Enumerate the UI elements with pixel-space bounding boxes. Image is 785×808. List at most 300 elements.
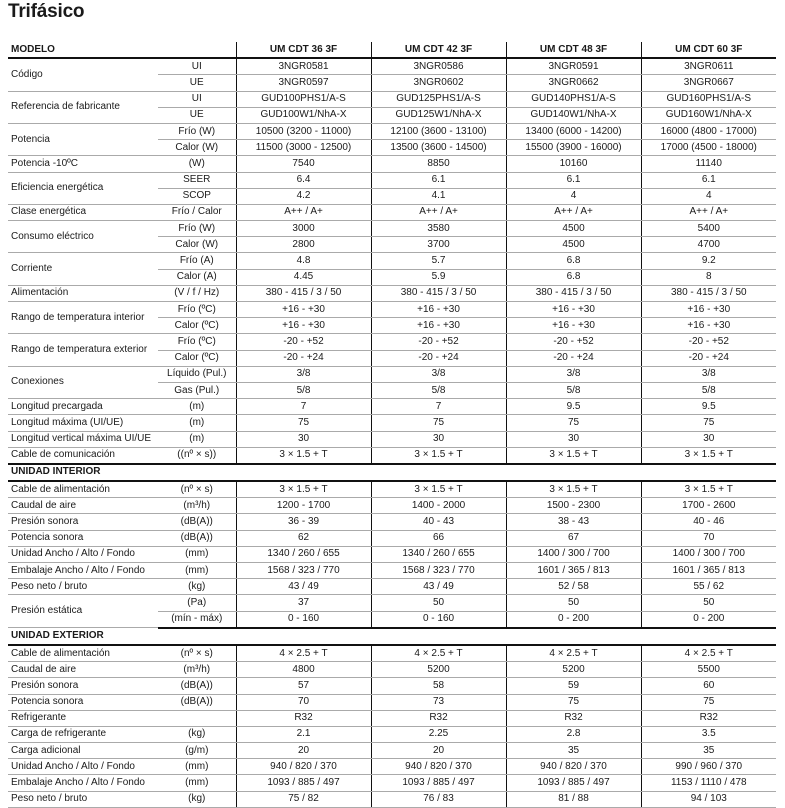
unit-label: SEER	[158, 172, 236, 188]
value-cell: 16000 (4800 - 17000)	[641, 123, 776, 139]
value-cell: 10160	[506, 156, 641, 172]
value-cell: 67	[506, 530, 641, 546]
value-cell: 3NGR0586	[371, 58, 506, 75]
value-cell: 3NGR0591	[506, 58, 641, 75]
value-cell: 0 - 200	[506, 611, 641, 628]
unit-label: Frío (ºC)	[158, 334, 236, 350]
value-cell: 7	[236, 399, 371, 415]
value-cell: 4700	[641, 237, 776, 253]
value-cell: 940 / 820 / 370	[236, 759, 371, 775]
unit-label: (m)	[158, 431, 236, 447]
param-label: Embalaje Ancho / Alto / Fondo	[8, 563, 158, 579]
value-cell: 4 × 2.5 + T	[641, 645, 776, 662]
unit-label: Calor (A)	[158, 269, 236, 285]
value-cell: 3NGR0597	[236, 75, 371, 91]
unit-label: Frío (W)	[158, 123, 236, 139]
value-cell: 4 × 2.5 + T	[506, 645, 641, 662]
value-cell: 2.25	[371, 726, 506, 742]
value-cell: 1400 - 2000	[371, 498, 506, 514]
table-row	[8, 694, 776, 710]
value-cell: R32	[641, 710, 776, 726]
value-cell: 70	[236, 694, 371, 710]
unit-label: (nº × s)	[158, 645, 236, 662]
value-cell: 3.5	[641, 726, 776, 742]
value-cell: -20 - +24	[506, 350, 641, 366]
param-label: Presión sonora	[8, 514, 158, 530]
value-cell: 5/8	[641, 382, 776, 398]
value-cell: 4	[506, 188, 641, 204]
value-cell: 50	[641, 595, 776, 611]
value-cell: A++ / A+	[641, 204, 776, 220]
value-cell: 3/8	[506, 366, 641, 382]
param-label: Cable de comunicación	[8, 447, 158, 464]
param-label: Longitud precargada	[8, 399, 158, 415]
value-cell: -20 - +52	[641, 334, 776, 350]
param-label: Longitud vertical máxima UI/UE	[8, 431, 158, 447]
value-cell: 4	[641, 188, 776, 204]
value-cell: 2.8	[506, 726, 641, 742]
unit-label: (Pa)	[158, 595, 236, 611]
value-cell: 35	[641, 743, 776, 759]
table-row	[8, 399, 776, 415]
value-cell: 75	[641, 694, 776, 710]
unit-label: Líquido (Pul.)	[158, 366, 236, 382]
value-cell: 940 / 820 / 370	[371, 759, 506, 775]
table-row	[8, 334, 776, 350]
page-title: Trifásico	[8, 1, 85, 22]
value-cell: 30	[641, 431, 776, 447]
value-cell: 66	[371, 530, 506, 546]
value-cell: 20	[236, 743, 371, 759]
value-cell: A++ / A+	[371, 204, 506, 220]
table-row	[8, 726, 776, 742]
value-cell: -20 - +52	[371, 334, 506, 350]
table-row	[8, 58, 776, 75]
param-label: Consumo eléctrico	[8, 221, 158, 253]
value-cell: 380 - 415 / 3 / 50	[236, 285, 371, 301]
value-cell: 75	[506, 694, 641, 710]
param-label: Presión sonora	[8, 678, 158, 694]
param-label: Potencia	[8, 123, 158, 155]
value-cell: GUD100PHS1/A-S	[236, 91, 371, 107]
table-row	[8, 791, 776, 807]
value-cell: GUD160W1/NhA-X	[641, 107, 776, 123]
table-row	[8, 172, 776, 188]
value-cell: 990 / 960 / 370	[641, 759, 776, 775]
value-cell: 3/8	[641, 366, 776, 382]
value-cell: 5200	[371, 662, 506, 678]
value-cell: 70	[641, 530, 776, 546]
param-label: Longitud máxima (UI/UE)	[8, 415, 158, 431]
value-cell: 3NGR0611	[641, 58, 776, 75]
section-title: UNIDAD INTERIOR	[8, 464, 776, 481]
value-cell: 11140	[641, 156, 776, 172]
table-row	[8, 415, 776, 431]
value-cell: 36 - 39	[236, 514, 371, 530]
unit-label: UE	[158, 75, 236, 91]
value-cell: +16 - +30	[371, 302, 506, 318]
value-cell: 380 - 415 / 3 / 50	[371, 285, 506, 301]
value-cell: GUD160PHS1/A-S	[641, 91, 776, 107]
value-cell: +16 - +30	[236, 318, 371, 334]
unit-label: (m³/h)	[158, 498, 236, 514]
value-cell: GUD125PHS1/A-S	[371, 91, 506, 107]
unit-label: ((nº × s))	[158, 447, 236, 464]
table-row	[8, 530, 776, 546]
param-label: Caudal de aire	[8, 662, 158, 678]
value-cell: 3580	[371, 221, 506, 237]
value-cell: 4500	[506, 221, 641, 237]
value-cell: 1340 / 260 / 655	[236, 546, 371, 562]
table-row	[8, 302, 776, 318]
spec-table-body	[8, 42, 776, 807]
model-header: UM CDT 42 3F	[371, 42, 506, 58]
table-row	[8, 431, 776, 447]
value-cell: 1500 - 2300	[506, 498, 641, 514]
value-cell: 2800	[236, 237, 371, 253]
unit-label: Frío (W)	[158, 221, 236, 237]
param-label: Unidad Ancho / Alto / Fondo	[8, 546, 158, 562]
value-cell: 6.1	[371, 172, 506, 188]
value-cell: 5.7	[371, 253, 506, 269]
value-cell: 1568 / 323 / 770	[236, 563, 371, 579]
param-label: Cable de alimentación	[8, 481, 158, 498]
value-cell: 13500 (3600 - 14500)	[371, 140, 506, 156]
value-cell: R32	[236, 710, 371, 726]
table-row	[8, 595, 776, 611]
value-cell: +16 - +30	[506, 318, 641, 334]
param-label: Potencia -10ºC	[8, 156, 158, 172]
value-cell: -20 - +52	[236, 334, 371, 350]
header-row	[8, 42, 776, 58]
unit-label: SCOP	[158, 188, 236, 204]
value-cell: 1200 - 1700	[236, 498, 371, 514]
value-cell: 380 - 415 / 3 / 50	[641, 285, 776, 301]
value-cell: 1568 / 323 / 770	[371, 563, 506, 579]
value-cell: 1400 / 300 / 700	[506, 546, 641, 562]
model-header-label: MODELO	[8, 42, 236, 58]
unit-label: (kg)	[158, 791, 236, 807]
value-cell: 6.1	[641, 172, 776, 188]
unit-label: (kg)	[158, 726, 236, 742]
value-cell: 380 - 415 / 3 / 50	[506, 285, 641, 301]
value-cell: R32	[371, 710, 506, 726]
unit-label: Frío (ºC)	[158, 302, 236, 318]
table-row	[8, 662, 776, 678]
value-cell: 3/8	[236, 366, 371, 382]
value-cell: 7	[371, 399, 506, 415]
value-cell: 30	[371, 431, 506, 447]
value-cell: 3700	[371, 237, 506, 253]
value-cell: 20	[371, 743, 506, 759]
value-cell: 3000	[236, 221, 371, 237]
value-cell: 9.5	[506, 399, 641, 415]
unit-label: (g/m)	[158, 743, 236, 759]
value-cell: 4.45	[236, 269, 371, 285]
value-cell: 3NGR0662	[506, 75, 641, 91]
param-label: Peso neto / bruto	[8, 791, 158, 807]
value-cell: 11500 (3000 - 12500)	[236, 140, 371, 156]
value-cell: +16 - +30	[506, 302, 641, 318]
section-exterior	[8, 628, 776, 645]
unit-label: UE	[158, 107, 236, 123]
value-cell: 81 / 88	[506, 791, 641, 807]
value-cell: 43 / 49	[236, 579, 371, 595]
value-cell: 5500	[641, 662, 776, 678]
value-cell: +16 - +30	[371, 318, 506, 334]
value-cell: 75 / 82	[236, 791, 371, 807]
value-cell: 59	[506, 678, 641, 694]
value-cell: 9.5	[641, 399, 776, 415]
param-label: Carga adicional	[8, 743, 158, 759]
unit-label: Calor (W)	[158, 237, 236, 253]
unit-label: (mm)	[158, 759, 236, 775]
param-label: Presión estática	[8, 595, 158, 628]
value-cell: 6.1	[506, 172, 641, 188]
value-cell: -20 - +24	[236, 350, 371, 366]
table-row	[8, 285, 776, 301]
value-cell: 3 × 1.5 + T	[371, 481, 506, 498]
table-row	[8, 645, 776, 662]
value-cell: 5400	[641, 221, 776, 237]
unit-label: UI	[158, 91, 236, 107]
value-cell: 4 × 2.5 + T	[371, 645, 506, 662]
table-row	[8, 204, 776, 220]
param-label: Carga de refrigerante	[8, 726, 158, 742]
value-cell: 0 - 160	[236, 611, 371, 628]
value-cell: 76 / 83	[371, 791, 506, 807]
table-row	[8, 759, 776, 775]
table-row	[8, 156, 776, 172]
value-cell: 4800	[236, 662, 371, 678]
value-cell: 0 - 160	[371, 611, 506, 628]
param-label: Código	[8, 58, 158, 91]
model-header: UM CDT 36 3F	[236, 42, 371, 58]
value-cell: 8	[641, 269, 776, 285]
unit-label: Calor (ºC)	[158, 350, 236, 366]
value-cell: 1153 / 1110 / 478	[641, 775, 776, 791]
table-row	[8, 253, 776, 269]
unit-label: (dB(A))	[158, 514, 236, 530]
value-cell: 94 / 103	[641, 791, 776, 807]
table-row	[8, 579, 776, 595]
value-cell: GUD125W1/NhA-X	[371, 107, 506, 123]
value-cell: 8850	[371, 156, 506, 172]
table-row	[8, 678, 776, 694]
table-row	[8, 710, 776, 726]
param-label: Caudal de aire	[8, 498, 158, 514]
value-cell: A++ / A+	[506, 204, 641, 220]
param-label: Peso neto / bruto	[8, 579, 158, 595]
value-cell: A++ / A+	[236, 204, 371, 220]
model-header: UM CDT 48 3F	[506, 42, 641, 58]
value-cell: 3 × 1.5 + T	[236, 481, 371, 498]
value-cell: 5/8	[371, 382, 506, 398]
unit-label: (kg)	[158, 579, 236, 595]
value-cell: 15500 (3900 - 16000)	[506, 140, 641, 156]
table-row	[8, 123, 776, 139]
value-cell: 4.8	[236, 253, 371, 269]
param-label: Embalaje Ancho / Alto / Fondo	[8, 775, 158, 791]
unit-label: Calor (ºC)	[158, 318, 236, 334]
value-cell: 75	[506, 415, 641, 431]
spec-table	[8, 42, 776, 808]
table-row	[8, 447, 776, 464]
value-cell: 6.8	[506, 253, 641, 269]
value-cell: 40 - 43	[371, 514, 506, 530]
value-cell: 1700 - 2600	[641, 498, 776, 514]
table-row	[8, 514, 776, 530]
value-cell: 62	[236, 530, 371, 546]
value-cell: 3 × 1.5 + T	[506, 481, 641, 498]
model-header: UM CDT 60 3F	[641, 42, 776, 58]
table-row	[8, 221, 776, 237]
unit-label: (dB(A))	[158, 694, 236, 710]
value-cell: 13400 (6000 - 14200)	[506, 123, 641, 139]
value-cell: 1601 / 365 / 813	[641, 563, 776, 579]
value-cell: 5/8	[236, 382, 371, 398]
value-cell: 58	[371, 678, 506, 694]
value-cell: 1093 / 885 / 497	[506, 775, 641, 791]
unit-label	[158, 710, 236, 726]
table-row	[8, 563, 776, 579]
table-row	[8, 546, 776, 562]
value-cell: R32	[506, 710, 641, 726]
unit-label: Frío (A)	[158, 253, 236, 269]
param-label: Corriente	[8, 253, 158, 285]
unit-label: Frío / Calor	[158, 204, 236, 220]
unit-label: (m)	[158, 415, 236, 431]
value-cell: 40 - 46	[641, 514, 776, 530]
param-label: Alimentación	[8, 285, 158, 301]
table-row	[8, 481, 776, 498]
value-cell: 55 / 62	[641, 579, 776, 595]
unit-label: Calor (W)	[158, 140, 236, 156]
value-cell: 3 × 1.5 + T	[641, 481, 776, 498]
value-cell: -20 - +24	[371, 350, 506, 366]
unit-label: (dB(A))	[158, 530, 236, 546]
unit-label: (mm)	[158, 775, 236, 791]
unit-label: (mm)	[158, 546, 236, 562]
value-cell: 3NGR0667	[641, 75, 776, 91]
value-cell: GUD100W1/NhA-X	[236, 107, 371, 123]
value-cell: 3 × 1.5 + T	[236, 447, 371, 464]
value-cell: 3 × 1.5 + T	[506, 447, 641, 464]
table-row	[8, 498, 776, 514]
value-cell: 75	[371, 415, 506, 431]
value-cell: 4500	[506, 237, 641, 253]
unit-label: (W)	[158, 156, 236, 172]
value-cell: 75	[236, 415, 371, 431]
table-row	[8, 775, 776, 791]
table-row	[8, 366, 776, 382]
value-cell: 0 - 200	[641, 611, 776, 628]
value-cell: 75	[641, 415, 776, 431]
param-label: Clase energética	[8, 204, 158, 220]
param-label: Eficiencia energética	[8, 172, 158, 204]
value-cell: 7540	[236, 156, 371, 172]
value-cell: 4.2	[236, 188, 371, 204]
value-cell: 6.4	[236, 172, 371, 188]
value-cell: 5.9	[371, 269, 506, 285]
value-cell: 6.8	[506, 269, 641, 285]
value-cell: 37	[236, 595, 371, 611]
value-cell: 30	[236, 431, 371, 447]
table-row	[8, 743, 776, 759]
unit-label: (V / f / Hz)	[158, 285, 236, 301]
value-cell: 52 / 58	[506, 579, 641, 595]
value-cell: 4 × 2.5 + T	[236, 645, 371, 662]
value-cell: 1093 / 885 / 497	[236, 775, 371, 791]
section-title: UNIDAD EXTERIOR	[8, 628, 776, 645]
value-cell: 10500 (3200 - 11000)	[236, 123, 371, 139]
param-label: Refrigerante	[8, 710, 158, 726]
value-cell: 50	[506, 595, 641, 611]
value-cell: 3NGR0581	[236, 58, 371, 75]
value-cell: 9.2	[641, 253, 776, 269]
value-cell: +16 - +30	[641, 302, 776, 318]
value-cell: +16 - +30	[236, 302, 371, 318]
value-cell: 3 × 1.5 + T	[641, 447, 776, 464]
unit-label: (mín - máx)	[158, 611, 236, 628]
section-interior	[8, 464, 776, 481]
unit-label: (nº × s)	[158, 481, 236, 498]
value-cell: 1340 / 260 / 655	[371, 546, 506, 562]
value-cell: -20 - +52	[506, 334, 641, 350]
param-label: Potencia sonora	[8, 694, 158, 710]
value-cell: 60	[641, 678, 776, 694]
table-row	[8, 91, 776, 107]
param-label: Referencia de fabricante	[8, 91, 158, 123]
unit-label: (m)	[158, 399, 236, 415]
value-cell: 38 - 43	[506, 514, 641, 530]
value-cell: 940 / 820 / 370	[506, 759, 641, 775]
value-cell: 5200	[506, 662, 641, 678]
value-cell: 30	[506, 431, 641, 447]
value-cell: 50	[371, 595, 506, 611]
unit-label: (dB(A))	[158, 678, 236, 694]
value-cell: 2.1	[236, 726, 371, 742]
value-cell: 5/8	[506, 382, 641, 398]
unit-label: Gas (Pul.)	[158, 382, 236, 398]
unit-label: (mm)	[158, 563, 236, 579]
value-cell: GUD140W1/NhA-X	[506, 107, 641, 123]
value-cell: 1601 / 365 / 813	[506, 563, 641, 579]
value-cell: 12100 (3600 - 13100)	[371, 123, 506, 139]
param-label: Conexiones	[8, 366, 158, 398]
value-cell: 35	[506, 743, 641, 759]
value-cell: +16 - +30	[641, 318, 776, 334]
param-label: Cable de alimentación	[8, 645, 158, 662]
value-cell: 3/8	[371, 366, 506, 382]
value-cell: 3NGR0602	[371, 75, 506, 91]
param-label: Unidad Ancho / Alto / Fondo	[8, 759, 158, 775]
param-label: Rango de temperatura exterior	[8, 334, 158, 366]
value-cell: GUD140PHS1/A-S	[506, 91, 641, 107]
value-cell: 1400 / 300 / 700	[641, 546, 776, 562]
value-cell: 3 × 1.5 + T	[371, 447, 506, 464]
unit-label: (m³/h)	[158, 662, 236, 678]
value-cell: 1093 / 885 / 497	[371, 775, 506, 791]
param-label: Rango de temperatura interior	[8, 302, 158, 334]
param-label: Potencia sonora	[8, 530, 158, 546]
value-cell: 43 / 49	[371, 579, 506, 595]
value-cell: 57	[236, 678, 371, 694]
value-cell: 4.1	[371, 188, 506, 204]
value-cell: -20 - +24	[641, 350, 776, 366]
unit-label: UI	[158, 58, 236, 75]
value-cell: 17000 (4500 - 18000)	[641, 140, 776, 156]
